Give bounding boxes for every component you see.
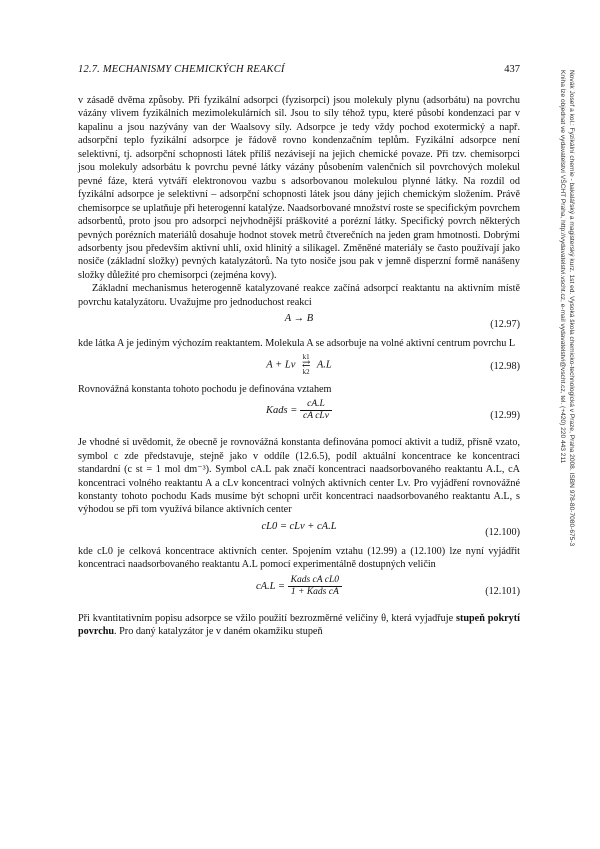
equation-expression (78, 575, 520, 598)
equation-expression: cL0 = cLv + cA.L (261, 520, 337, 532)
paragraph-text: Při kvantitativním popisu adsorpce se vžilo použití bezrozměrné veličiny θ, která vyjadřuje (78, 612, 456, 624)
equation-12-101 (78, 575, 520, 609)
equation-number: (12.101) (485, 585, 520, 597)
running-header (78, 64, 520, 78)
main-text (78, 94, 520, 639)
equilibrium-arrows (302, 354, 310, 376)
paragraph: v zásadě dvěma způsoby. Při fyzikální adsorpci (fyzisorpci) jsou molekuly plynu (adsorbátu) na povrchu vázány vlivem fyzikálních mezimolekulárních sil. Jsou to síly téhož typu, které působí kondenzaci par v kapalinu a jsou nazývány van der Waalsovy síly. Adsorpce je tedy vždy pochod exotermický a např. adsorpční teplo fyzikální adsorpce je řádově rovno kondenzačním teplům. Fyzikální adsorpce není selektivní, tj. adsorpční schopnosti látek příliš nezávisejí na jejich chemické povaze. Při tzv. chemisorpci jsou molekuly adsorbátu k povrchu pevné látky vázány působením valenčních sil povrchových molekul pevné fáze, která vytváří elektronovou vazbu s adsorbovanou molekulou plynné látky. Na rozdíl od fyzikální adsorpce je selektivní – adsorpční schopnosti látek jsou dány jejich chemickým složením. Právě chemisorpce se uplatňuje při heterogenní katalýze. Naadsorbované množství roste se specifickým povrchem adsorbentů, proto jsou pro adsorpci nejvhodnější práškovité a porézní látky. Specifický povrch některých pevných porézních materiálů dosahuje hodnot stovek metrů čtverečních na jeden gram hmotnosti. Dobrými adsorbenty jsou především aktivní uhlí, oxid hlinitý a silikagel. Změněné materiály se často používají jako nosiče (základní složky) pevných katalyzátorů. Na tyto nosiče jsou pak v jemně disperzní formě nanášeny složky důležité pro chemisorpci (zejména kovy). (78, 95, 520, 281)
equation-number: (12.100) (485, 526, 520, 538)
equation-12-99 (78, 399, 520, 433)
equation-expression (78, 354, 520, 376)
rate-constant-forward: k1 (302, 352, 310, 361)
equation-number: (12.98) (490, 360, 520, 372)
chapter-title: 12.7. MECHANISMY CHEMICKÝCH REAKCÍ (78, 64, 285, 75)
fraction-denominator: 1 + Kads cA (290, 586, 339, 597)
equation-right-side: A.L (316, 359, 332, 371)
fraction (300, 399, 332, 422)
paragraph: kde cL0 je celková koncentrace aktivních center. Spojením vztahu (12.99) a (12.100) lze nyní vyjádřit koncentraci naadsorbovaného reaktantu A.L pomocí experimentálně dostupných veličin (78, 545, 520, 571)
equation-lhs: Kads = (266, 405, 298, 417)
equation-lhs: cA.L = (255, 580, 286, 592)
paragraph: Rovnovážná konstanta tohoto pochodu je definována vztahem (78, 383, 332, 395)
emphasized-term: stupeň pokrytí povrchu (78, 612, 520, 638)
paragraph: Je vhodné si uvědomit, že obecně je rovnovážná konstanta definována pomocí aktivit a tudíž, přísně vzato, symbol c zde představuje, stejně jako v oddíle (12.6.5), podíl aktuální koncentrace ke koncentraci standardní (c st = 1 mol dm⁻³). Symbol cA.L pak značí koncentraci naadsorbovaného reaktantu A.L, cA koncentraci volného reaktantu A a cLv koncentraci volných aktivních center Lv. Pro vyjádření rovnovážné konstanty tohoto pochodu Kads musíme být schopni určit koncentraci naadsorbovaného reaktantu A.L, s výhodou se při tom využívá bilance aktivních center (78, 437, 520, 516)
equation-number: (12.97) (490, 319, 520, 331)
equilibrium-arrow-icon: ⇄ (301, 358, 311, 370)
equation-left-side: A + Lv (266, 359, 296, 371)
page-number: 437 (504, 64, 520, 75)
equation-number: (12.99) (490, 410, 520, 422)
citation-line: Kniha lze objednat ve vydavatelství VŠCHT Praha, http://vydavatelstvi.vscht.cz, e-mail vydavatelstvi@vscht.cz, tel. (+420) 220 443 211 (559, 70, 566, 464)
fraction-numerator: cA.L (300, 399, 332, 411)
equation-expression: A → B (284, 313, 314, 325)
equation-12-100 (78, 520, 520, 542)
fraction-denominator: cA cLv (302, 411, 329, 422)
equation-12-97 (78, 312, 520, 334)
fraction (288, 575, 342, 598)
side-citation (546, 70, 576, 610)
equation-expression (78, 399, 520, 422)
paragraph: kde látka A je jediným výchozím reaktantem. Molekula A se adsorbuje na volné aktivní centrum povrchu L (78, 338, 516, 350)
rate-constant-backward: k2 (302, 367, 310, 376)
equation-12-98 (78, 354, 520, 380)
citation-line: Novák Josef a kol.: Fyzikální chemie - bakalářský a magisterský kurz. 1st ed. Vysoká škola chemicko-technologická v Praze, Praha 2008. ISBN 978-80-7080-675-3 (568, 70, 575, 547)
paragraph: Základní mechanismus heterogenně katalyzované reakce začíná adsorpcí reaktantu na aktivním místě povrchu katalyzátoru. Uvažujme pro jednoduchost reakci (78, 283, 520, 308)
paragraph (78, 612, 520, 639)
side-citation-text (558, 70, 576, 610)
fraction-numerator: Kads cA cL0 (288, 575, 342, 587)
paragraph-text: . Pro daný katalyzátor je v daném okamžiku stupeň (114, 626, 323, 638)
